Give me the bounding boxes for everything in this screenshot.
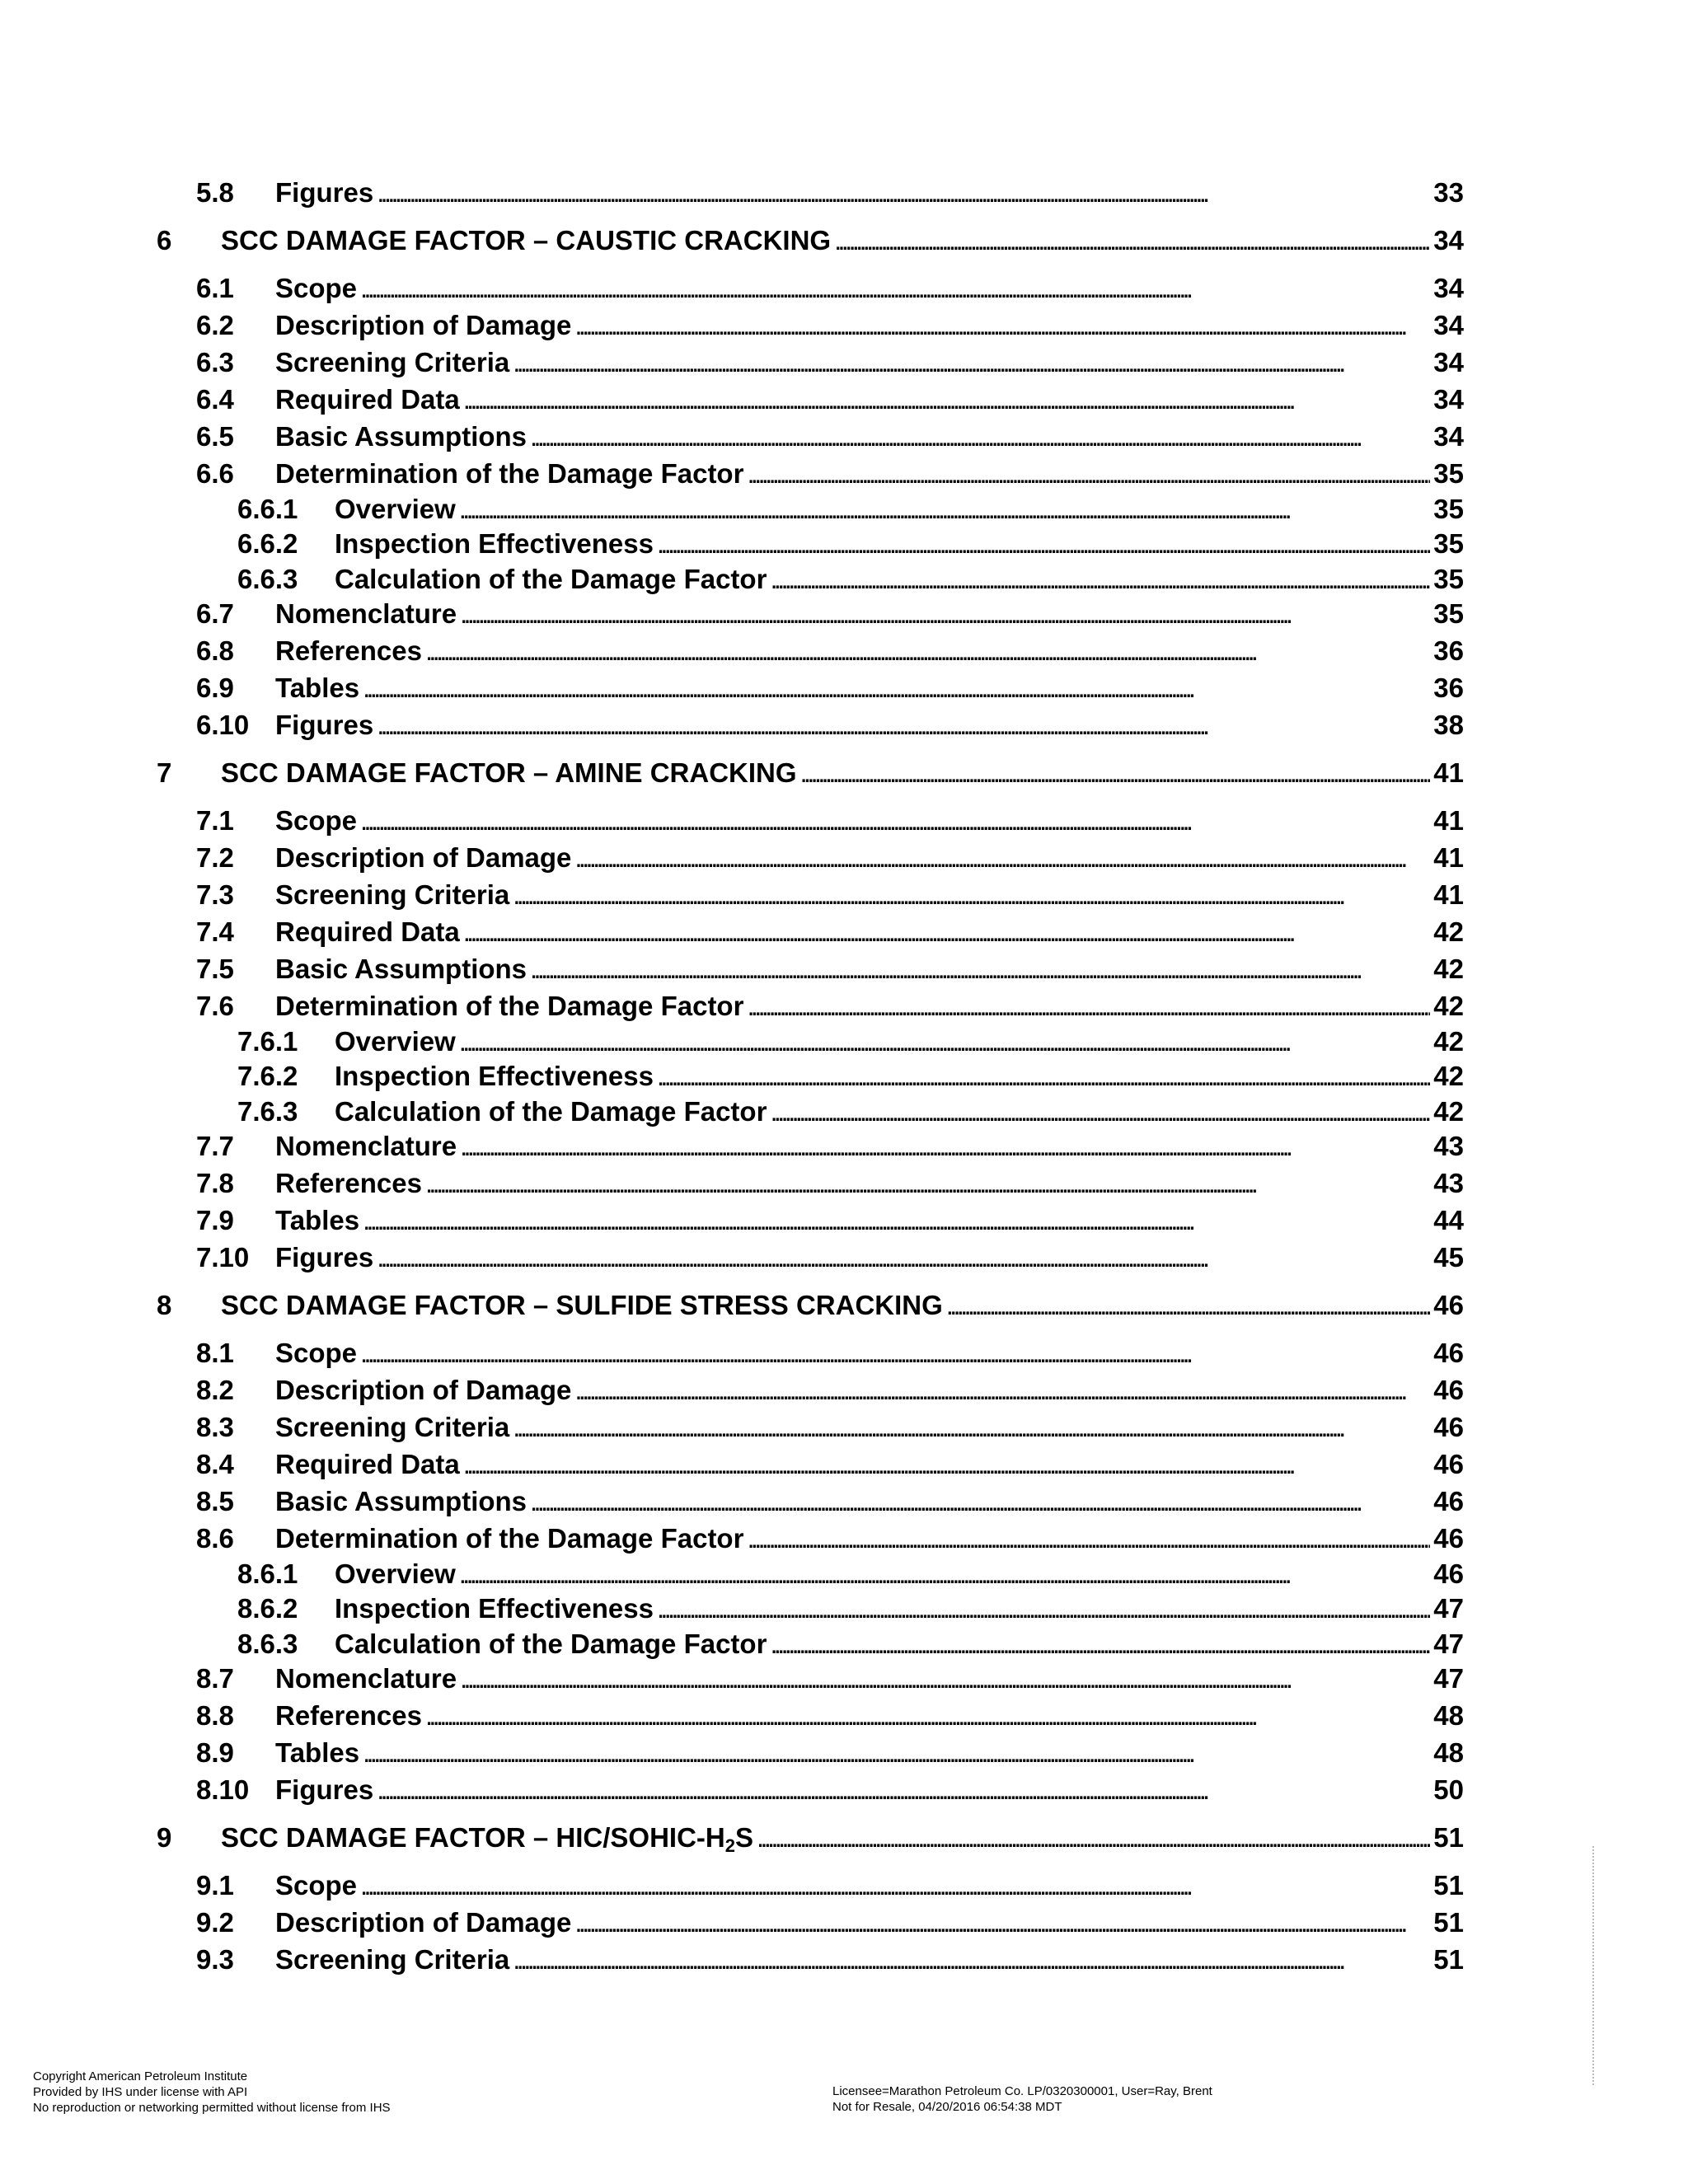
toc-entry-number: 9.3 — [196, 1944, 234, 1975]
toc-entry-title-text: References — [275, 1700, 422, 1731]
toc-entry-title — [221, 224, 834, 257]
toc-entry-page: 45 — [1433, 1242, 1464, 1272]
toc-entry-page: 43 — [1433, 1131, 1464, 1161]
toc-entry[interactable] — [196, 1241, 1464, 1274]
toc-entry-title-text: Screening Criteria — [275, 879, 510, 910]
toc-entry[interactable] — [196, 1485, 1464, 1518]
toc-entry-title — [275, 1774, 377, 1807]
toc-entry-page: 42 — [1433, 954, 1464, 984]
toc-entry-title-text: SCC DAMAGE FACTOR – CAUSTIC CRACKING — [221, 225, 832, 255]
toc-entry-title-text: Figures — [275, 177, 374, 208]
toc-entry-page: 36 — [1433, 673, 1464, 703]
toc-entry-page: 42 — [1433, 916, 1464, 947]
toc-dot-leader — [770, 1628, 1430, 1661]
toc-entry[interactable] — [196, 176, 1464, 209]
toc-entry[interactable] — [157, 1821, 1464, 1854]
toc-entry-title — [335, 1060, 657, 1093]
toc-entry-page: 38 — [1433, 710, 1464, 740]
toc-entry-title-text: Basic Assumptions — [275, 421, 528, 452]
toc-dot-leader — [770, 1095, 1430, 1128]
toc-entry-title-text: Inspection Effectiveness — [335, 1061, 654, 1091]
toc-entry-number: 7.2 — [196, 842, 234, 873]
toc-entry-title-text: Calculation of the Damage Factor — [335, 1628, 767, 1659]
toc-entry-title-text: Description of Damage — [275, 842, 572, 873]
toc-entry-title — [275, 383, 463, 416]
toc-dot-leader — [513, 346, 1430, 379]
toc-entry-title-text: SCC DAMAGE FACTOR – HIC/SOHIC-H — [221, 1822, 725, 1853]
toc-dot-leader — [425, 1167, 1430, 1200]
toc-entry[interactable] — [237, 493, 1464, 526]
toc-entry-title — [275, 457, 747, 490]
toc-dot-leader — [747, 990, 1430, 1023]
toc-entry-title-text: Screening Criteria — [275, 1412, 510, 1442]
toc-entry[interactable] — [196, 346, 1464, 379]
toc-entry-title — [275, 841, 574, 874]
toc-entry-title-text: Screening Criteria — [275, 1944, 510, 1975]
toc-entry-title — [275, 1522, 747, 1555]
toc-entry-title — [275, 635, 425, 668]
toc-entry-title-text: Overview — [335, 1558, 456, 1589]
toc-entry-page: 48 — [1433, 1700, 1464, 1731]
toc-entry-title — [275, 953, 530, 986]
toc-entry-title — [275, 916, 463, 949]
toc-entry[interactable] — [196, 990, 1464, 1023]
toc-entry-page: 34 — [1433, 347, 1464, 377]
toc-entry-number: 6.8 — [196, 635, 234, 666]
toc-entry-title-text: Scope — [275, 1338, 358, 1368]
toc-entry-title — [275, 598, 460, 630]
toc-entry[interactable] — [196, 272, 1464, 305]
toc-entry-number: 6.3 — [196, 347, 234, 377]
toc-entry[interactable] — [196, 1869, 1464, 1902]
toc-entry-title-text: Tables — [275, 1205, 360, 1235]
toc-entry[interactable] — [196, 1699, 1464, 1732]
toc-entry-title — [275, 1241, 377, 1274]
toc-entry-page: 46 — [1433, 1523, 1464, 1554]
toc-entry-title — [275, 1167, 425, 1200]
toc-entry-title — [275, 672, 363, 705]
toc-dot-leader — [574, 841, 1430, 874]
toc-entry-number: 8.6 — [196, 1523, 234, 1554]
toc-entry-number: 8.4 — [196, 1449, 234, 1479]
toc-entry[interactable] — [196, 1204, 1464, 1237]
toc-entry-title — [275, 272, 360, 305]
toc-entry-number: 7.6 — [196, 991, 234, 1021]
toc-dot-leader — [770, 563, 1430, 596]
toc-entry-title-text: Basic Assumptions — [275, 954, 528, 984]
toc-entry-page: 42 — [1433, 991, 1464, 1021]
toc-entry-title-subscript: 2 — [724, 1835, 736, 1856]
toc-entry[interactable] — [237, 1628, 1464, 1661]
toc-dot-leader — [463, 383, 1431, 416]
toc-entry-page: 46 — [1433, 1449, 1464, 1479]
toc-entry-title — [275, 1662, 460, 1695]
toc-entry-title-text: Screening Criteria — [275, 347, 510, 377]
toc-entry-number: 7.3 — [196, 879, 234, 910]
toc-entry-page: 34 — [1433, 384, 1464, 415]
toc-entry-page: 46 — [1433, 1290, 1464, 1320]
toc-entry-number: 7 — [157, 757, 172, 788]
toc-entry[interactable] — [196, 1374, 1464, 1407]
toc-entry-number: 6.6.2 — [237, 528, 298, 559]
toc-entry-title-text: Inspection Effectiveness — [335, 1593, 654, 1624]
toc-entry-number: 7.1 — [196, 805, 234, 836]
toc-entry[interactable] — [196, 1167, 1464, 1200]
toc-entry-title-text: Overview — [335, 493, 456, 524]
toc-dot-leader — [757, 1821, 1430, 1854]
toc-entry[interactable] — [237, 1095, 1464, 1128]
toc-entry-title — [275, 1411, 513, 1444]
toc-entry-title — [275, 1374, 574, 1407]
toc-entry-title-text: Nomenclature — [275, 1663, 457, 1694]
toc-entry-page: 47 — [1433, 1593, 1464, 1624]
toc-dot-leader — [425, 635, 1430, 668]
toc-entry-page: 42 — [1433, 1095, 1464, 1127]
toc-entry[interactable] — [196, 916, 1464, 949]
toc-entry-page: 44 — [1433, 1205, 1464, 1235]
toc-entry-title — [275, 1448, 463, 1481]
toc-entry[interactable] — [196, 1448, 1464, 1481]
toc-entry-title-text: References — [275, 635, 422, 666]
toc-entry-number: 6.4 — [196, 384, 234, 415]
footer-line: Copyright American Petroleum Institute — [33, 2069, 248, 2083]
toc-entry-number: 7.4 — [196, 916, 234, 947]
toc-entry[interactable] — [237, 563, 1464, 596]
toc-entry[interactable] — [196, 1943, 1464, 1976]
toc-entry-title — [275, 420, 530, 453]
toc-entry-title-text: Determination of the Damage Factor — [275, 458, 744, 489]
toc-entry-number: 8.7 — [196, 1663, 234, 1694]
toc-dot-leader — [800, 757, 1431, 790]
toc-entry-number: 8.6.2 — [237, 1593, 298, 1624]
toc-entry-number: 6.9 — [196, 673, 234, 703]
toc-entry-title-text: Required Data — [275, 916, 460, 947]
toc-entry-title-text: Inspection Effectiveness — [335, 528, 654, 559]
toc-entry[interactable] — [196, 457, 1464, 490]
toc-dot-leader — [530, 420, 1430, 453]
footer-license — [832, 2083, 1212, 2115]
toc-entry-page: 41 — [1433, 805, 1464, 836]
toc-entry-title-text: Description of Damage — [275, 310, 572, 340]
toc-dot-leader — [460, 1662, 1430, 1695]
toc-entry-page: 43 — [1433, 1168, 1464, 1198]
footer-line: Licensee=Marathon Petroleum Co. LP/0320300001, User=Ray, Brent — [832, 2084, 1212, 2098]
toc-entry-number: 7.7 — [196, 1131, 234, 1161]
toc-entry-number: 6.6.3 — [237, 563, 298, 594]
toc-dot-leader — [425, 1699, 1430, 1732]
toc-entry-number: 5.8 — [196, 177, 234, 208]
toc-entry-page: 36 — [1433, 635, 1464, 666]
toc-entry-title — [221, 1289, 946, 1322]
toc-entry-number: 8.10 — [196, 1774, 250, 1805]
toc-entry-page: 42 — [1433, 1025, 1464, 1057]
toc-dot-leader — [574, 309, 1430, 342]
toc-entry-number: 8.3 — [196, 1412, 234, 1442]
toc-entry[interactable] — [196, 635, 1464, 668]
toc-entry-number: 8.5 — [196, 1486, 234, 1516]
toc-dot-leader — [360, 272, 1430, 305]
toc-entry[interactable] — [196, 709, 1464, 742]
toc-entry-title — [275, 309, 574, 342]
toc-entry-page: 34 — [1433, 310, 1464, 340]
toc-entry-page: 35 — [1433, 493, 1464, 524]
footer-line: Provided by IHS under license with API — [33, 2085, 248, 2099]
toc-entry-title-text: Overview — [335, 1025, 456, 1057]
toc-entry-title-text: References — [275, 1168, 422, 1198]
toc-entry-title — [275, 709, 377, 742]
toc-entry-title-text: Figures — [275, 1242, 374, 1272]
toc-entry[interactable] — [196, 1774, 1464, 1807]
toc-entry-number: 7.8 — [196, 1168, 234, 1198]
toc-entry-title-text: Tables — [275, 1737, 360, 1768]
toc-entry-number: 9.2 — [196, 1907, 234, 1938]
toc-entry[interactable] — [157, 1289, 1464, 1322]
toc-entry-page: 51 — [1433, 1870, 1464, 1900]
toc-entry-number: 8.1 — [196, 1338, 234, 1368]
toc-entry-number: 6.5 — [196, 421, 234, 452]
toc-entry-title — [335, 1095, 770, 1128]
toc-dot-leader — [377, 709, 1430, 742]
toc-entry[interactable] — [196, 953, 1464, 986]
toc-entry-title-text: Description of Damage — [275, 1907, 572, 1938]
toc-dot-leader — [360, 1337, 1430, 1370]
toc-entry-number: 7.10 — [196, 1242, 250, 1272]
toc-entry-page: 34 — [1433, 421, 1464, 452]
page-edge-mark — [1592, 1846, 1596, 2085]
toc-entry-number: 8 — [157, 1290, 172, 1320]
toc-dot-leader — [834, 224, 1430, 257]
toc-entry-title — [335, 1558, 459, 1591]
toc-entry[interactable] — [196, 1411, 1464, 1444]
toc-entry[interactable] — [196, 804, 1464, 837]
toc-entry[interactable] — [237, 1558, 1464, 1591]
toc-entry-number: 6.1 — [196, 273, 234, 303]
toc-entry-number: 8.8 — [196, 1700, 234, 1731]
toc-entry-title-text: Determination of the Damage Factor — [275, 1523, 744, 1554]
toc-entry-page: 35 — [1433, 458, 1464, 489]
toc-entry-number: 6.6 — [196, 458, 234, 489]
toc-dot-leader — [657, 527, 1430, 560]
toc-entry[interactable] — [196, 1662, 1464, 1695]
toc-entry-page: 46 — [1433, 1412, 1464, 1442]
toc-entry-number: 6.10 — [196, 710, 250, 740]
toc-dot-leader — [657, 1060, 1430, 1093]
toc-entry-number: 7.6.3 — [237, 1095, 298, 1127]
toc-entry-title-text: Scope — [275, 1870, 358, 1900]
toc-entry-title-text: Required Data — [275, 1449, 460, 1479]
toc-entry[interactable] — [196, 598, 1464, 630]
toc-entry-title — [221, 757, 800, 790]
toc-entry-title-text: SCC DAMAGE FACTOR – AMINE CRACKING — [221, 757, 797, 788]
toc-dot-leader — [513, 1943, 1430, 1976]
toc-entry-title — [275, 1943, 513, 1976]
toc-entry-title — [335, 527, 657, 560]
toc-entry-page: 35 — [1433, 598, 1464, 629]
toc-entry-page: 47 — [1433, 1663, 1464, 1694]
toc-entry-title — [275, 1869, 360, 1902]
toc-entry-title-text: Description of Damage — [275, 1375, 572, 1405]
toc-entry-title — [275, 1204, 363, 1237]
toc-entry-title — [335, 1628, 770, 1661]
toc-dot-leader — [377, 1241, 1430, 1274]
toc-entry-title-text: Basic Assumptions — [275, 1486, 528, 1516]
toc-entry-title — [335, 1025, 459, 1058]
toc-entry-page: 35 — [1433, 528, 1464, 559]
toc-entry[interactable] — [196, 841, 1464, 874]
toc-entry-title-text: Figures — [275, 710, 374, 740]
toc-entry-page: 41 — [1433, 842, 1464, 873]
toc-entry-page: 46 — [1433, 1375, 1464, 1405]
toc-entry-page: 41 — [1433, 879, 1464, 910]
toc-dot-leader — [377, 176, 1430, 209]
toc-dot-leader — [459, 493, 1431, 526]
toc-entry-title — [275, 1906, 574, 1939]
toc-entry-title — [335, 1592, 657, 1625]
toc-entry-title — [275, 804, 360, 837]
toc-entry-number: 7.9 — [196, 1205, 234, 1235]
toc-dot-leader — [530, 953, 1430, 986]
toc-dot-leader — [363, 1204, 1430, 1237]
toc-dot-leader — [363, 672, 1430, 705]
footer-copyright — [33, 2069, 391, 2116]
toc-entry-title-text: Calculation of the Damage Factor — [335, 563, 767, 594]
toc-entry-page: 48 — [1433, 1737, 1464, 1768]
toc-entry-number: 7.5 — [196, 954, 234, 984]
toc-entry-number: 6.7 — [196, 598, 234, 629]
toc-entry-title-text: Scope — [275, 805, 358, 836]
toc-entry-title-suffix: S — [735, 1822, 754, 1853]
toc-dot-leader — [747, 457, 1430, 490]
toc-dot-leader — [360, 1869, 1430, 1902]
toc-entry[interactable] — [237, 1025, 1464, 1058]
toc-dot-leader — [460, 598, 1430, 630]
toc-dot-leader — [946, 1289, 1430, 1322]
toc-entry-title-text: Nomenclature — [275, 1131, 457, 1161]
toc-entry-title — [275, 990, 747, 1023]
toc-entry-title — [275, 1736, 363, 1769]
toc-entry-page: 51 — [1433, 1822, 1464, 1853]
toc-dot-leader — [574, 1374, 1430, 1407]
toc-entry-number: 9 — [157, 1822, 172, 1853]
toc-entry[interactable] — [157, 224, 1464, 257]
toc-entry-number: 8.6.3 — [237, 1628, 298, 1659]
toc-entry-page: 46 — [1433, 1338, 1464, 1368]
toc-entry-page: 34 — [1433, 273, 1464, 303]
toc-entry-number: 6.6.1 — [237, 493, 298, 524]
toc-entry-title-text: Calculation of the Damage Factor — [335, 1095, 767, 1127]
toc-entry-number: 6.2 — [196, 310, 234, 340]
toc-dot-leader — [463, 1448, 1431, 1481]
toc-entry[interactable] — [196, 1906, 1464, 1939]
toc-entry-page: 51 — [1433, 1944, 1464, 1975]
toc-dot-leader — [463, 916, 1431, 949]
toc-entry-title — [275, 1130, 460, 1163]
toc-entry[interactable] — [196, 672, 1464, 705]
toc-entry-number: 7.6.1 — [237, 1025, 298, 1057]
toc-entry-title — [275, 346, 513, 379]
toc-entry-title-text: Required Data — [275, 384, 460, 415]
toc-entry-title — [275, 1699, 425, 1732]
toc-entry-page: 51 — [1433, 1907, 1464, 1938]
toc-dot-leader — [530, 1485, 1430, 1518]
toc-entry-number: 8.9 — [196, 1737, 234, 1768]
toc-dot-leader — [377, 1774, 1430, 1807]
toc-entry-page: 35 — [1433, 563, 1464, 594]
toc-dot-leader — [513, 1411, 1430, 1444]
toc-entry-page: 33 — [1433, 177, 1464, 208]
toc-entry-title-text: Nomenclature — [275, 598, 457, 629]
toc-entry-page: 34 — [1433, 225, 1464, 255]
toc-entry-number: 8.2 — [196, 1375, 234, 1405]
toc-entry-page: 47 — [1433, 1628, 1464, 1659]
toc-entry[interactable] — [196, 879, 1464, 912]
toc-entry-title-text: Figures — [275, 1774, 374, 1805]
toc-entry[interactable] — [196, 420, 1464, 453]
toc-entry-number: 8.6.1 — [237, 1558, 298, 1589]
toc-entry-title-text: Scope — [275, 273, 358, 303]
toc-entry-page: 46 — [1433, 1558, 1464, 1589]
toc-dot-leader — [513, 879, 1430, 912]
toc-entry-page: 42 — [1433, 1061, 1464, 1091]
toc-entry[interactable] — [196, 309, 1464, 342]
toc-dot-leader — [360, 804, 1430, 837]
toc-dot-leader — [460, 1130, 1430, 1163]
toc-entry-title — [275, 879, 513, 912]
toc-entry[interactable] — [237, 1060, 1464, 1093]
toc-entry[interactable] — [237, 527, 1464, 560]
toc-dot-leader — [459, 1558, 1431, 1591]
footer-line: No reproduction or networking permitted without license from IHS — [33, 2101, 391, 2115]
toc-dot-leader — [574, 1906, 1430, 1939]
toc-entry-title-text: Tables — [275, 673, 360, 703]
toc-entry-title — [221, 1821, 757, 1854]
toc-dot-leader — [363, 1736, 1430, 1769]
toc-entry-title — [335, 563, 770, 596]
toc-entry-title — [335, 493, 459, 526]
toc-entry-number: 9.1 — [196, 1870, 234, 1900]
toc-dot-leader — [747, 1522, 1430, 1555]
footer-line: Not for Resale, 04/20/2016 06:54:38 MDT — [832, 2100, 1062, 2114]
toc-dot-leader — [657, 1592, 1430, 1625]
toc-entry[interactable] — [196, 1522, 1464, 1555]
toc-entry-page: 41 — [1433, 757, 1464, 788]
toc-entry[interactable] — [157, 757, 1464, 790]
toc-entry-number: 6 — [157, 225, 172, 255]
toc-entry-title-text: Determination of the Damage Factor — [275, 991, 744, 1021]
toc-entry-number: 7.6.2 — [237, 1061, 298, 1091]
toc-entry[interactable] — [196, 383, 1464, 416]
toc-entry[interactable] — [196, 1130, 1464, 1163]
toc-entry[interactable] — [196, 1736, 1464, 1769]
toc-entry-title — [275, 1337, 360, 1370]
toc-entry[interactable] — [196, 1337, 1464, 1370]
toc-entry[interactable] — [237, 1592, 1464, 1625]
toc-dot-leader — [459, 1025, 1431, 1058]
toc-entry-title — [275, 1485, 530, 1518]
toc-entry-title — [275, 176, 377, 209]
toc-entry-page: 50 — [1433, 1774, 1464, 1805]
toc-entry-page: 46 — [1433, 1486, 1464, 1516]
toc-entry-title-text: SCC DAMAGE FACTOR – SULFIDE STRESS CRACKING — [221, 1290, 943, 1320]
